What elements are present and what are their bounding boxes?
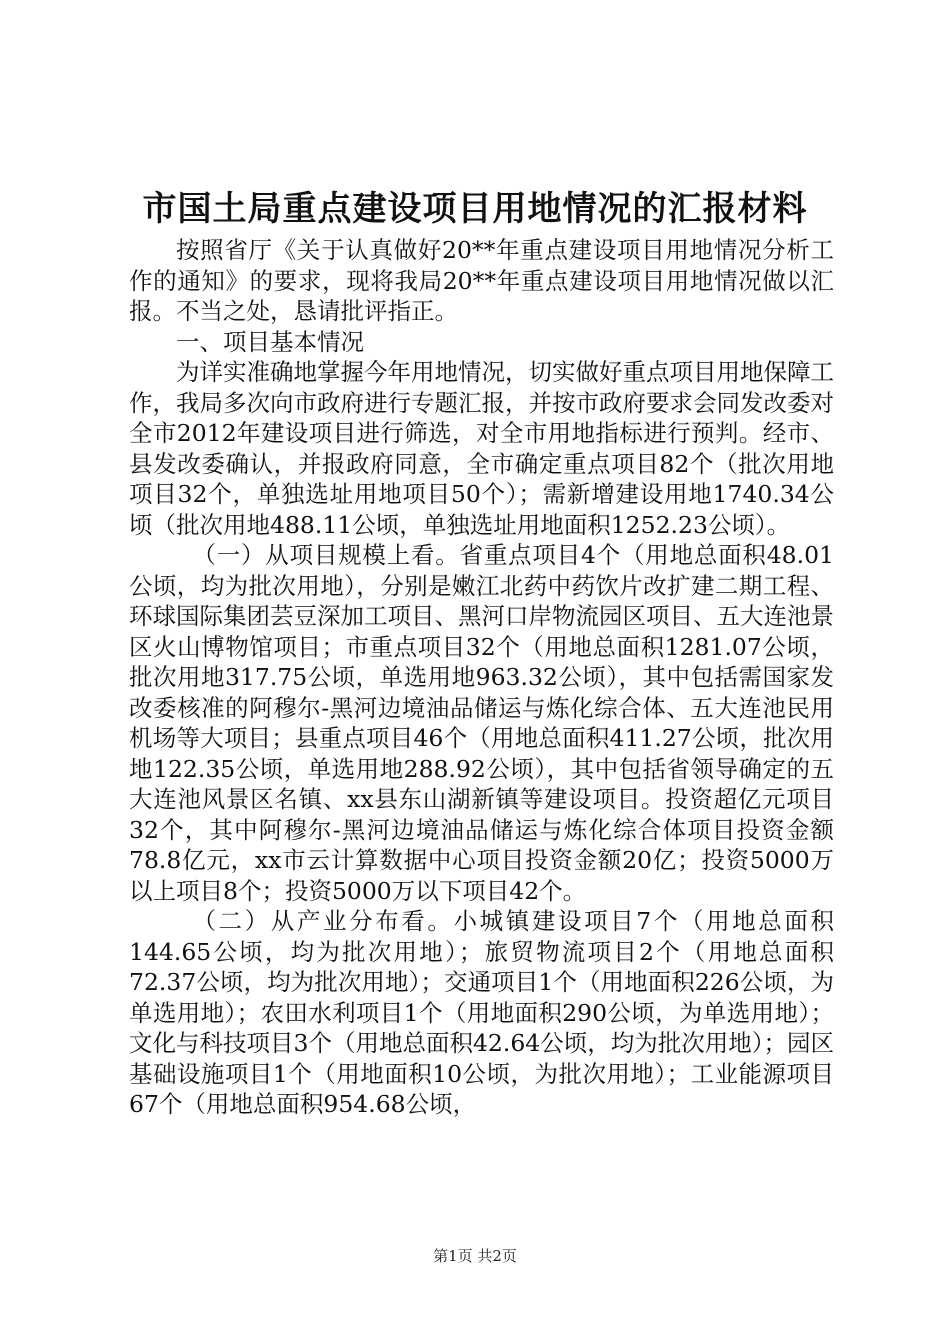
- document-body: [129, 235, 834, 1120]
- intro-paragraph: 按照省厅《关于认真做好20**年重点建设项目用地情况分析工作的通知》的要求，现将我局20**年重点建设项目用地情况做以汇报。不当之处，恳请批评指正。: [129, 236, 834, 325]
- page-number: 第1页 共2页: [433, 1247, 517, 1265]
- project-scale-paragraph: （一）从项目规模上看。省重点项目4个（用地总面积48.01公顷，均为批次用地），分别是嫩江北药中药饮片改扩建二期工程、环球国际集团芸豆深加工项目、黑河口岸物流园区项目、五大连池景区火山博物馆项目；市重点项目32个（用地总面积1281.07公顷，批次用地317.75公顷，单选用地963.32公顷），其中包括需国家发改委核准的阿穆尔-黑河边境油品储运与炼化综合体、五大连池民用机场等大项目；县重点项目46个（用地总面积411.27公顷，批次用地122.35公顷，单选用地288.92公顷），其中包括省领导确定的五大连池风景区名镇、xx县东山湖新镇等建设项目。投资超亿元项目32个，其中阿穆尔-黑河边境油品储运与炼化综合体项目投资金额78.8亿元，xx市云计算数据中心项目投资金额20亿；投资5000万以上项目8个；投资5000万以下项目42个。: [129, 541, 834, 905]
- section-heading: 一、项目基本情况: [176, 327, 364, 356]
- industry-distribution-paragraph: （二）从产业分布看。小城镇建设项目7个（用地总面积144.65公顷，均为批次用地）；旅贸物流项目2个（用地总面积72.37公顷，均为批次用地）；交通项目1个（用地面积226公顷，为单选用地）；农田水利项目1个（用地面积290公顷，为单选用地）；文化与科技项目3个（用地总面积42.64公顷，均为批次用地）；园区基础设施项目1个（用地面积10公顷，为批次用地）；工业能源项目67个（用地总面积954.68公顷，: [129, 907, 834, 1118]
- document-title: 市国土局重点建设项目用地情况的汇报材料: [142, 189, 808, 229]
- overview-paragraph: 为详实准确地掌握今年用地情况，切实做好重点项目用地保障工作，我局多次向市政府进行专题汇报，并按市政府要求会同发改委对全市2012年建设项目进行筛选，对全市用地指标进行预判。经市、县发改委确认，并报政府同意，全市确定重点项目82个（批次用地项目32个，单独选址用地项目50个）；需新增建设用地1740.34公顷（批次用地488.11公顷，单独选址用地面积1252.23公顷）。: [129, 358, 834, 539]
